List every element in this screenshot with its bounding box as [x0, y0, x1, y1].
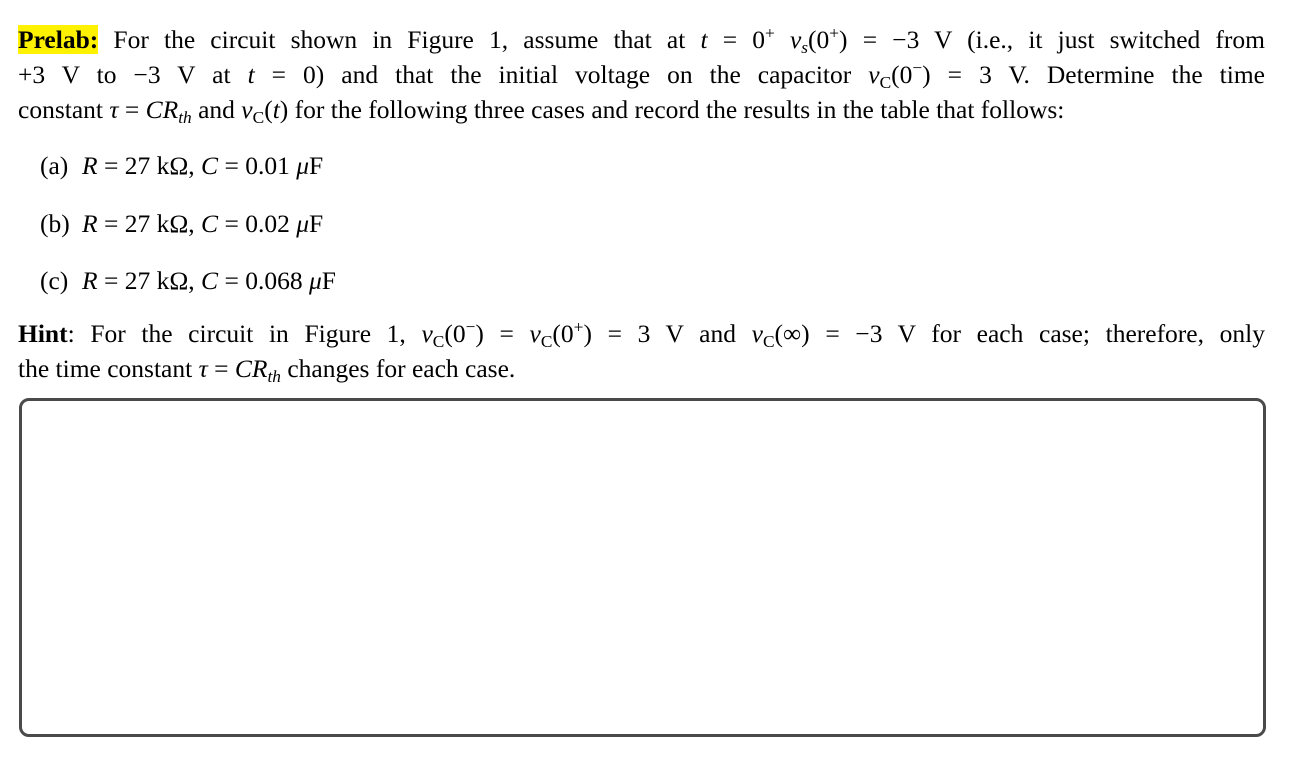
prelab-line-3 — [18, 92, 1265, 127]
math-c: C — [201, 209, 219, 238]
case-value: = 27 kΩ, — [97, 209, 202, 238]
case-item-a — [40, 148, 323, 183]
case-value: = 27 kΩ, — [97, 151, 202, 180]
math-t: t — [247, 60, 255, 89]
prelab-text: = −3 V (i.e., it just switched from — [847, 25, 1265, 54]
hint-label: Hint — [18, 319, 68, 348]
math-eq: = — [118, 95, 146, 124]
math-eq: = 0 — [707, 25, 765, 54]
hint-text: : For the circuit in Figure 1, — [67, 319, 422, 348]
prelab-text: = 0) and that the initial voltage on the capacitor — [254, 60, 869, 89]
math-sup: − — [465, 317, 476, 337]
prelab-text: For the circuit shown in Figure 1, assume that at — [113, 25, 701, 54]
prelab-text: +3 V to −3 V at — [18, 60, 248, 89]
prelab-label: Prelab: — [18, 25, 99, 54]
hint-paragraph — [18, 316, 1265, 386]
math-vc: v — [868, 60, 880, 89]
math-t: t — [700, 25, 708, 54]
math-tau: τ — [198, 354, 208, 383]
answer-box[interactable] — [19, 398, 1266, 737]
math-vc: v — [529, 319, 541, 348]
math-arg: (0 — [552, 319, 574, 348]
hint-text: changes for each case. — [280, 354, 516, 383]
math-vc: v — [241, 95, 253, 124]
case-label: (b) — [40, 209, 70, 238]
math-arg: ) — [279, 95, 289, 124]
math-sub: s — [801, 38, 809, 58]
math-r: R — [82, 151, 98, 180]
case-value: = 0.01 — [218, 151, 297, 180]
math-sub: C — [252, 108, 265, 128]
hint-line-2 — [18, 351, 1265, 386]
hint-text: = 3 V and — [591, 319, 752, 348]
math-vc: v — [751, 319, 763, 348]
math-eq: = — [483, 319, 530, 348]
math-arg: ) — [583, 319, 592, 348]
hint-text: = −3 V for each case; therefore, only — [809, 319, 1265, 348]
math-sub: C — [540, 332, 553, 352]
math-arg: ( — [264, 95, 273, 124]
math-sup: − — [912, 58, 923, 78]
prelab-line-1 — [18, 22, 1265, 57]
prelab-text: constant — [18, 95, 110, 124]
math-mu: μ — [308, 266, 322, 295]
math-eq: = — [207, 354, 235, 383]
case-unit: F — [309, 209, 324, 238]
math-crth: CR — [145, 95, 179, 124]
math-r: R — [82, 266, 98, 295]
math-arg: ) — [475, 319, 484, 348]
math-r: R — [82, 209, 98, 238]
math-tau: τ — [109, 95, 119, 124]
case-value: = 0.02 — [218, 209, 297, 238]
prelab-paragraph — [18, 22, 1265, 127]
math-arg: (0 — [444, 319, 466, 348]
prelab-text: for the following three cases and record the results in the table that follows: — [288, 95, 1065, 124]
hint-text: the time constant — [18, 354, 199, 383]
math-crth: CR — [234, 354, 268, 383]
math-sup: + — [829, 23, 840, 43]
prelab-text: and — [191, 95, 242, 124]
math-sub: C — [762, 332, 775, 352]
prelab-line-2 — [18, 57, 1265, 92]
math-sub: th — [267, 367, 281, 387]
case-label: (a) — [40, 151, 69, 180]
case-value: = 27 kΩ, — [97, 266, 202, 295]
math-vc: v — [421, 319, 433, 348]
math-sup: + — [765, 23, 775, 43]
math-c: C — [201, 151, 219, 180]
hint-line-1 — [18, 316, 1265, 351]
case-value: = 0.068 — [218, 266, 309, 295]
prelab-text: = 3 V. Determine the time — [930, 60, 1266, 89]
math-sup: + — [573, 317, 584, 337]
case-item-c — [40, 263, 336, 298]
math-sub: th — [178, 108, 192, 128]
math-mu: μ — [296, 151, 310, 180]
math-arg: (0 — [808, 25, 830, 54]
math-sub: C — [432, 332, 445, 352]
case-unit: F — [309, 151, 324, 180]
math-mu: μ — [296, 209, 310, 238]
case-item-b — [40, 206, 323, 241]
case-unit: F — [321, 266, 336, 295]
math-arg: ) — [922, 60, 931, 89]
math-arg: (∞) — [774, 319, 810, 348]
math-sub: C — [879, 73, 892, 93]
math-arg: ) — [839, 25, 848, 54]
math-arg: (0 — [891, 60, 913, 89]
math-vs: v — [789, 25, 802, 54]
case-label: (c) — [40, 266, 69, 295]
math-c: C — [201, 266, 219, 295]
math-t: t — [272, 95, 280, 124]
